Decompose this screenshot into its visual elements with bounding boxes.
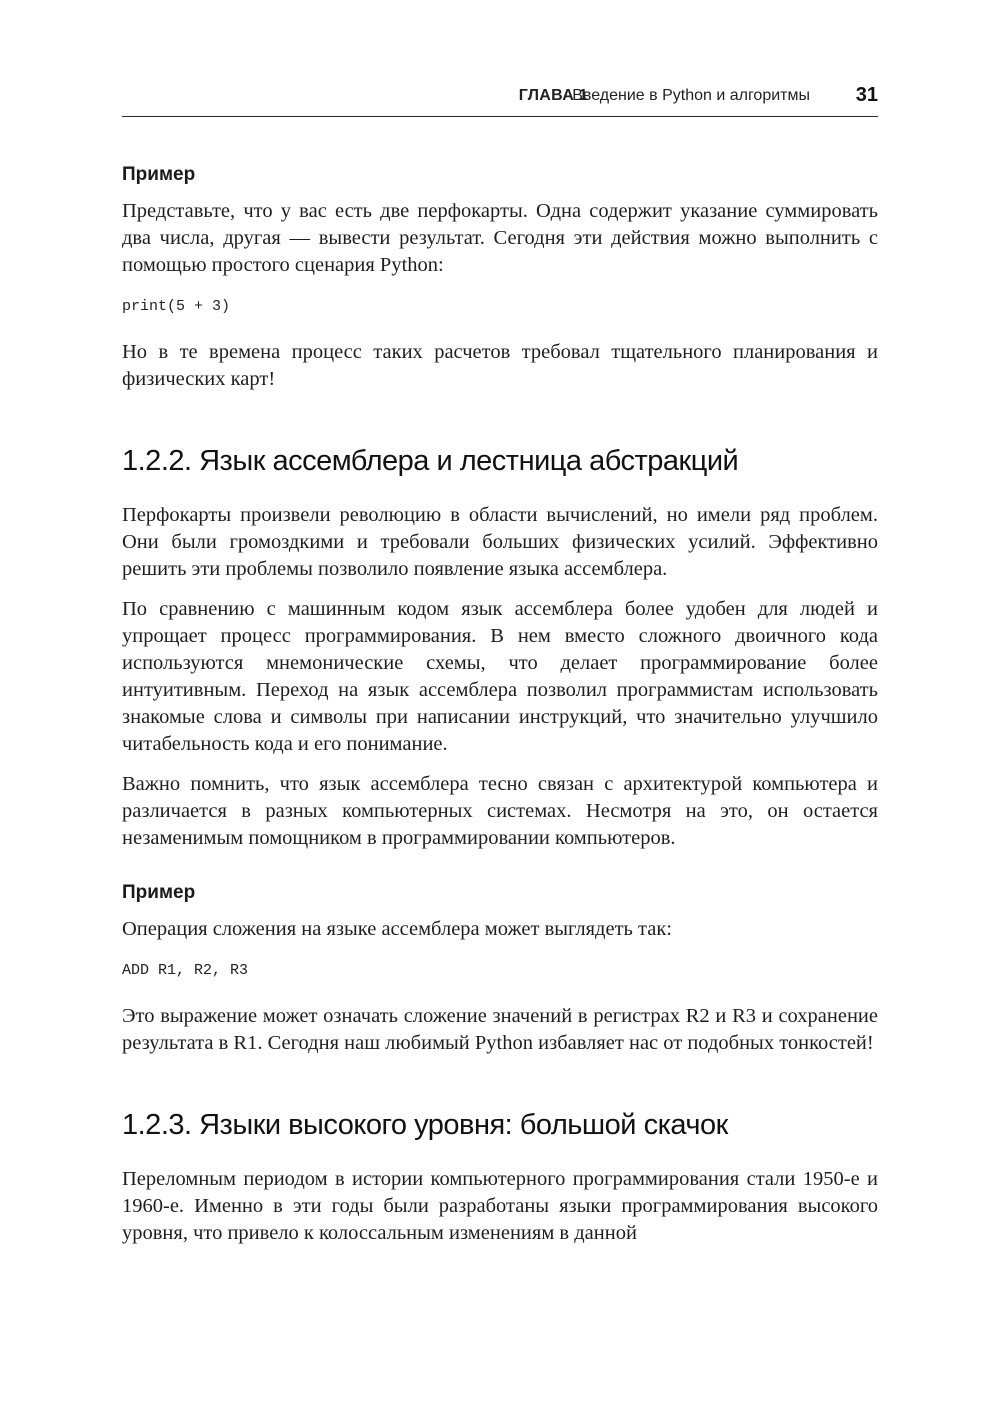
- example-heading: Пример: [122, 882, 196, 903]
- body-paragraph: Перфокарты произвели революцию в области вычислений, но имели ряд проблем. Они были громоздкими и требовали больших физических усилий. Эффективно решить эти проблемы позволило появление языка ассемблера.: [122, 504, 878, 580]
- code-snippet: ADD R1, R2, R3: [122, 962, 249, 979]
- example-outro-paragraph: Но в те времена процесс таких расчетов требовал тщательного планирования и физических карт!: [122, 341, 878, 390]
- body-paragraph: Важно помнить, что язык ассемблера тесно связан с архитектурой компьютера и различается в разных компьютерных системах. Несмотря на это, он остается незаменимым помощником в программировании компьютеров.: [122, 773, 878, 849]
- page-body: [122, 164, 878, 1260]
- example-intro-paragraph: Операция сложения на языке ассемблера может выглядеть так:: [122, 918, 672, 940]
- example-heading: Пример: [122, 164, 196, 185]
- body-paragraph: По сравнению с машинным кодом язык ассемблера более удобен для людей и упрощает процесс программирования. В нем вместо сложного двоичного кода используются мнемонические схемы, что делает программирование более интуитивным. Переход на язык ассемблера позволил программистам использовать знакомые слова и символы при написании инструкций, что значительно улучшило читабельность кода и его понимание.: [122, 598, 878, 755]
- example-outro-paragraph: Это выражение может означать сложение значений в регистрах R2 и R3 и сохранение результата в R1. Сегодня наш любимый Python избавляет нас от подобных тонкостей!: [122, 1005, 878, 1054]
- section-heading-1-2-2: 1.2.2. Язык ассемблера и лестница абстракций: [122, 445, 739, 477]
- page-number: 31: [855, 84, 878, 106]
- header-chapter-title: Введение в Python и алгоритмы: [572, 87, 810, 104]
- header-chapter-label: ГЛАВА 1: [518, 87, 588, 104]
- body-paragraph: Переломным периодом в истории компьютерного программирования стали 1950-е и 1960-е. Именно в эти годы были разработаны языки программирования высокого уровня, что привело к колоссальным изменениям в данной: [122, 1168, 878, 1244]
- example-intro-paragraph: Представьте, что у вас есть две перфокарты. Одна содержит указание суммировать два числа, другая — вывести результат. Сегодня эти действия можно выполнить с помощью простого сценария Python:: [122, 200, 878, 276]
- section-heading-1-2-3: 1.2.3. Языки высокого уровня: большой скачок: [122, 1109, 728, 1141]
- code-snippet: print(5 + 3): [122, 298, 231, 315]
- running-header: [122, 82, 878, 117]
